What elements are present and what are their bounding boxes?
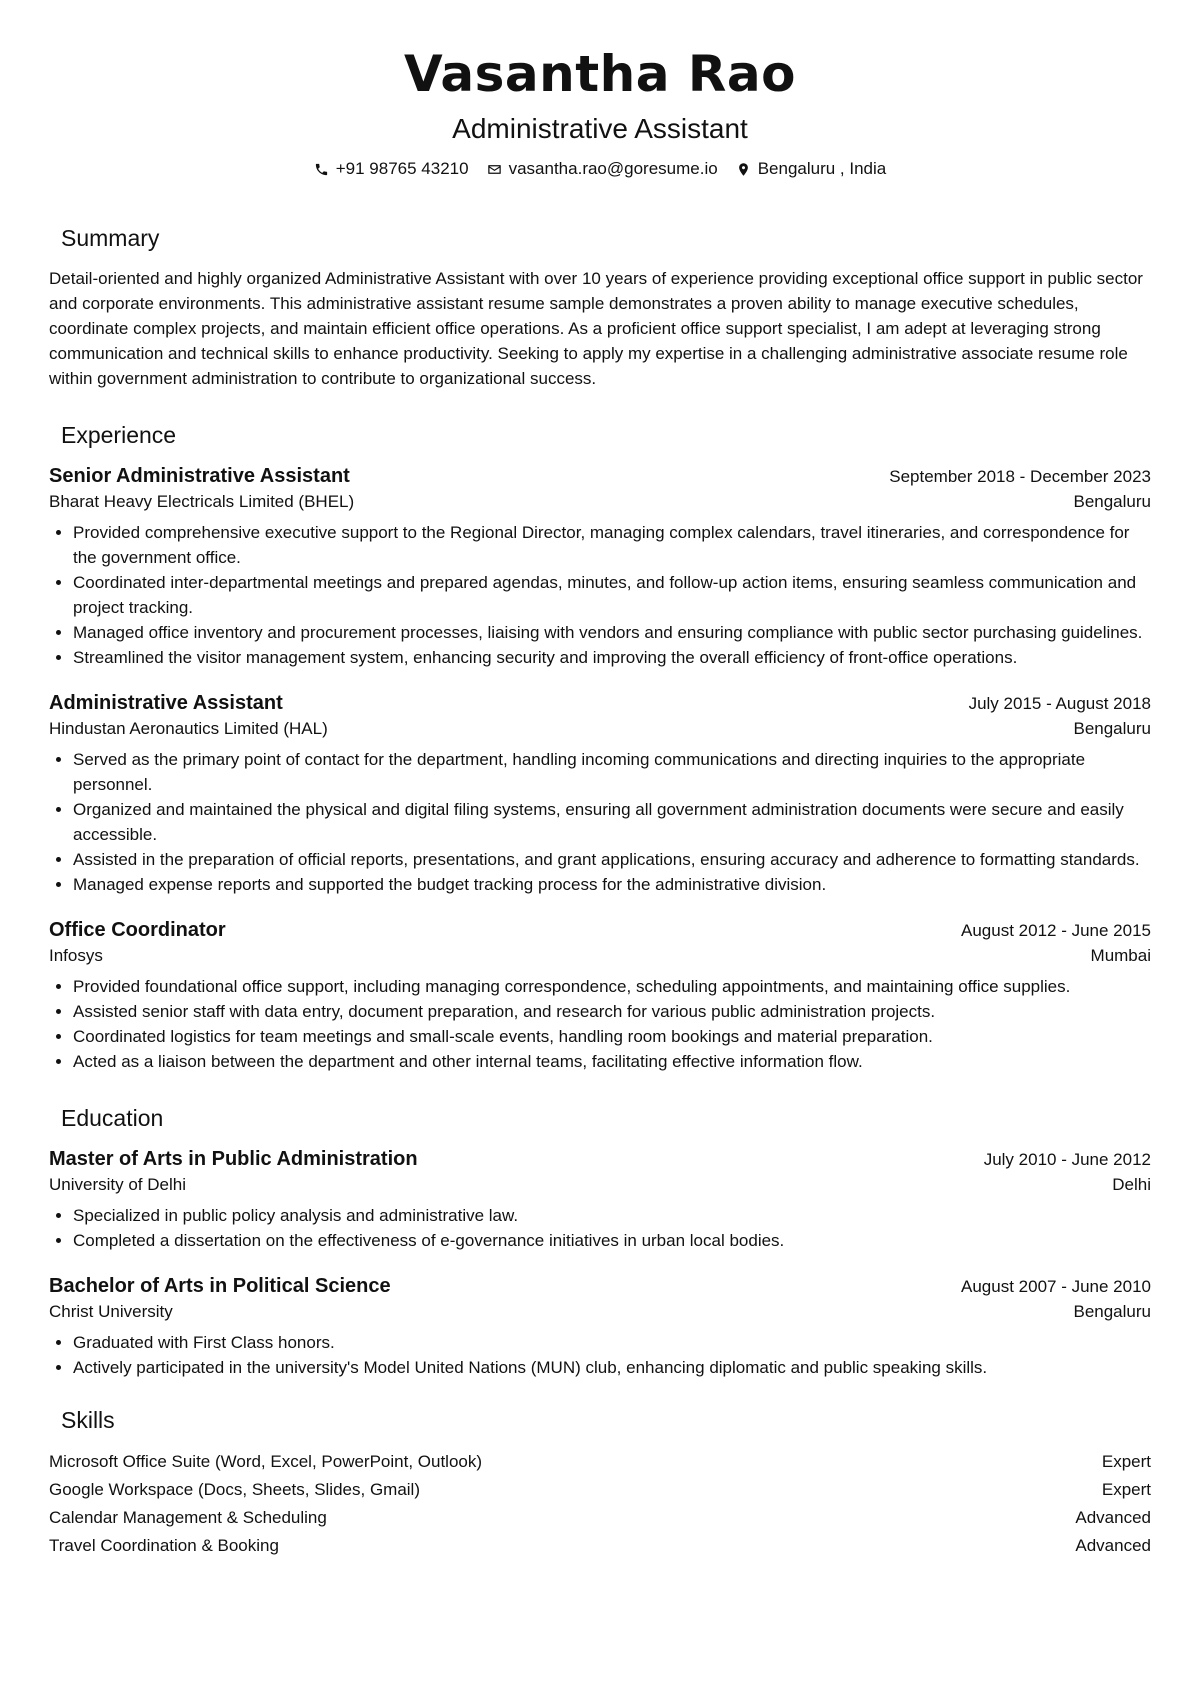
skill-level: Advanced: [1075, 1536, 1151, 1555]
list-item: • Completed a dissertation on the effectiveness of e-governance initiatives in urban local bodies.: [73, 1228, 1151, 1253]
school-name: Christ University: [49, 1302, 173, 1321]
job-bullets: [49, 747, 1151, 897]
contact-email: [487, 158, 718, 180]
job-bullets: [49, 974, 1151, 1074]
education-bullets: [49, 1203, 1151, 1253]
skill-name: Calendar Management & Scheduling: [49, 1508, 327, 1527]
education-bullets: [49, 1330, 1151, 1380]
candidate-role: Administrative Assistant: [452, 113, 748, 144]
envelope-icon: [487, 162, 502, 177]
job-title: Senior Administrative Assistant: [49, 465, 350, 487]
job-company: Hindustan Aeronautics Limited (HAL): [49, 719, 328, 738]
job-company: Infosys: [49, 946, 103, 965]
list-item: • Assisted senior staff with data entry, document preparation, and research for various public administration projects.: [73, 999, 1151, 1024]
list-item: • Managed office inventory and procurement processes, liaising with vendors and ensuring compliance with public sector purchasing guidelines.: [73, 620, 1151, 645]
education-section: [49, 1104, 1151, 1380]
list-item: • Provided comprehensive executive support to the Regional Director, managing complex calendars, travel itineraries, and correspondence for the government office.: [73, 520, 1151, 570]
location-text: Bengaluru , India: [757, 159, 887, 178]
experience-entry: [49, 463, 1151, 670]
summary-text: Detail-oriented and highly organized Administrative Assistant with over 10 years of experience providing exceptional office support in public sector and corporate environments. This administrative assistant resume sample demonstrates a proven ability to manage executive schedules, coordinate complex projects, and maintain efficient office operations. As a proficient office support specialist, I am adept at leveraging strong communication and technical skills to enhance productivity. Seeking to apply my expertise in a challenging administrative associate resume role within government administration to contribute to organizational success.: [49, 269, 1143, 388]
education-entry: [49, 1273, 1151, 1380]
summary-section: [49, 224, 1151, 391]
skills-list: [49, 1448, 1151, 1560]
experience-section: [49, 421, 1151, 1074]
list-item: • Graduated with First Class honors.: [73, 1330, 1151, 1355]
job-dates: July 2015 - August 2018: [968, 694, 1151, 713]
job-location: Mumbai: [1090, 946, 1151, 965]
skill-name: Travel Coordination & Booking: [49, 1536, 279, 1555]
skill-row: [49, 1504, 1151, 1532]
school-location: Bengaluru: [1073, 1302, 1151, 1321]
experience-entry: [49, 917, 1151, 1074]
job-location: Bengaluru: [1073, 492, 1151, 511]
list-item: • Actively participated in the university's Model United Nations (MUN) club, enhancing diplomatic and public speaking skills.: [73, 1355, 1151, 1380]
degree-dates: August 2007 - June 2010: [961, 1277, 1151, 1296]
education-entry: [49, 1146, 1151, 1253]
skills-section: [49, 1406, 1151, 1560]
degree-title: Master of Arts in Public Administration: [49, 1148, 418, 1170]
list-item: • Acted as a liaison between the department and other internal teams, facilitating effective information flow.: [73, 1049, 1151, 1074]
list-item: • Coordinated logistics for team meetings and small-scale events, handling room bookings and material preparation.: [73, 1024, 1151, 1049]
skill-row: [49, 1532, 1151, 1560]
degree-dates: July 2010 - June 2012: [983, 1150, 1151, 1169]
job-title: Office Coordinator: [49, 919, 226, 941]
skill-name: Microsoft Office Suite (Word, Excel, PowerPoint, Outlook): [49, 1452, 483, 1471]
list-item: • Organized and maintained the physical and digital filing systems, ensuring all government administration documents were secure and easily accessible.: [73, 797, 1151, 847]
candidate-name: Vasantha Rao: [403, 45, 797, 103]
job-dates: August 2012 - June 2015: [961, 921, 1151, 940]
list-item: • Assisted in the preparation of official reports, presentations, and grant applications, ensuring accuracy and adherence to formatting standards.: [73, 847, 1151, 872]
skill-row: [49, 1476, 1151, 1504]
phone-icon: [314, 162, 329, 177]
experience-entry: [49, 690, 1151, 897]
list-item: • Managed expense reports and supported the budget tracking process for the administrative division.: [73, 872, 1151, 897]
job-location: Bengaluru: [1073, 719, 1151, 738]
resume-header: [49, 0, 1151, 180]
list-item: • Streamlined the visitor management system, enhancing security and improving the overall efficiency of front-office operations.: [73, 645, 1151, 670]
list-item: • Coordinated inter-departmental meetings and prepared agendas, minutes, and follow-up action items, ensuring seamless communication and project tracking.: [73, 570, 1151, 620]
contact-phone: [314, 158, 469, 180]
school-name: University of Delhi: [49, 1175, 186, 1194]
map-pin-icon: [736, 162, 751, 177]
section-title-skills: Skills: [61, 1407, 115, 1433]
school-location: Delhi: [1112, 1175, 1151, 1194]
job-bullets: [49, 520, 1151, 670]
job-company: Bharat Heavy Electricals Limited (BHEL): [49, 492, 355, 511]
job-title: Administrative Assistant: [49, 692, 283, 714]
section-title-education: Education: [61, 1105, 164, 1131]
email-text: vasantha.rao@goresume.io: [508, 159, 718, 178]
phone-text: +91 98765 43210: [335, 159, 469, 178]
skill-level: Expert: [1101, 1480, 1151, 1499]
section-title-experience: Experience: [61, 422, 177, 448]
list-item: • Specialized in public policy analysis and administrative law.: [73, 1203, 1151, 1228]
skill-row: [49, 1448, 1151, 1476]
list-item: • Served as the primary point of contact for the department, handling incoming communications and directing inquiries to the appropriate personnel.: [73, 747, 1151, 797]
list-item: • Provided foundational office support, including managing correspondence, scheduling appointments, and maintaining office supplies.: [73, 974, 1151, 999]
skill-level: Advanced: [1075, 1508, 1151, 1527]
skill-name: Google Workspace (Docs, Sheets, Slides, Gmail): [49, 1480, 420, 1499]
job-dates: September 2018 - December 2023: [889, 467, 1151, 486]
degree-title: Bachelor of Arts in Political Science: [49, 1275, 391, 1297]
section-title-summary: Summary: [61, 225, 160, 251]
contact-location: [736, 158, 887, 180]
contact-bar: [49, 158, 1151, 180]
skill-level: Expert: [1101, 1452, 1151, 1471]
